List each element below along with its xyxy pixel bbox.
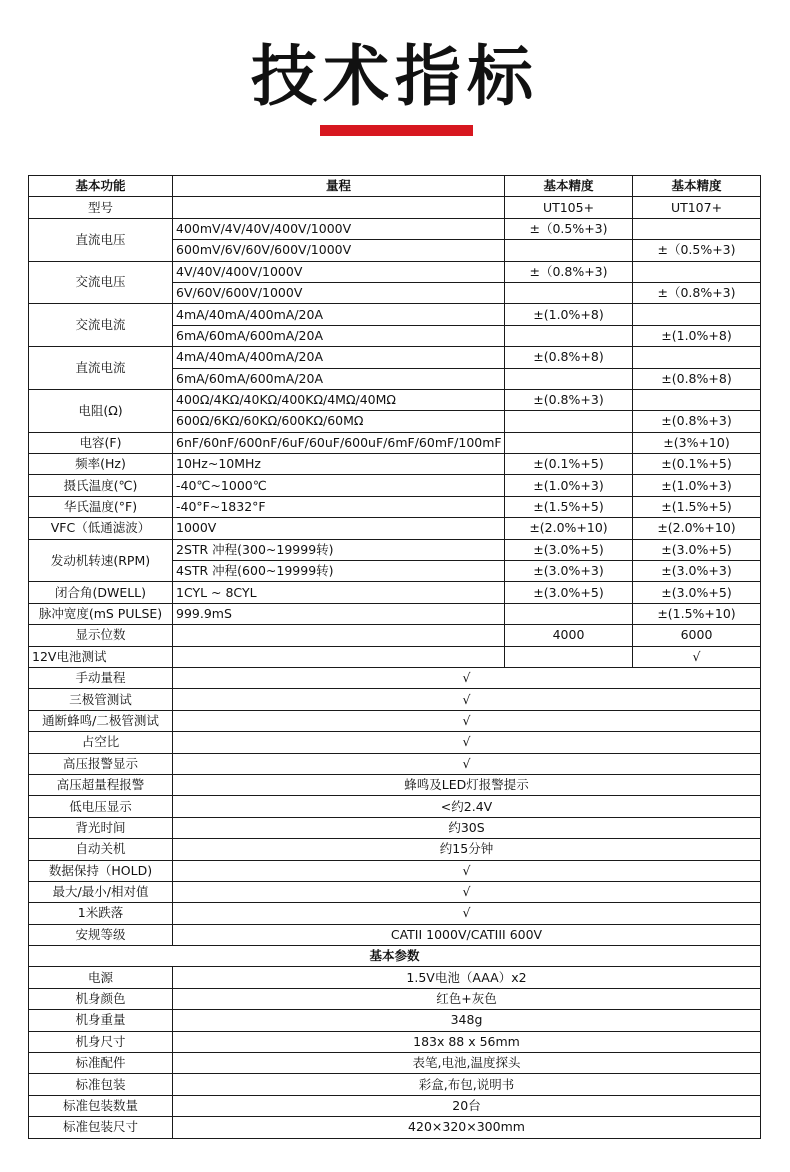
param-name-cell: 标准包装数量 xyxy=(29,1095,173,1116)
range-cell: 1CYL ~ 8CYL xyxy=(173,582,505,603)
accuracy-ut105-cell: ±(3.0%+5) xyxy=(505,539,633,560)
feature-row xyxy=(29,903,761,924)
range-cell: 6mA/60mA/600mA/20A xyxy=(173,368,505,389)
range-cell: 400mV/4V/40V/400V/1000V xyxy=(173,218,505,239)
feature-row xyxy=(29,753,761,774)
range-cell: 600Ω/6KΩ/60KΩ/600KΩ/60MΩ xyxy=(173,411,505,432)
value-cell xyxy=(505,646,633,667)
function-cell: 通断蜂鸣/二极管测试 xyxy=(29,710,173,731)
measure-row xyxy=(29,475,761,496)
function-cell: 1米跌落 xyxy=(29,903,173,924)
accuracy-ut107-cell: ±(1.0%+8) xyxy=(633,325,761,346)
function-cell: 直流电流 xyxy=(29,347,173,390)
spec-table xyxy=(28,175,761,1139)
param-row xyxy=(29,967,761,988)
accuracy-ut107-cell xyxy=(633,261,761,282)
param-row xyxy=(29,1053,761,1074)
range-cell: 1000V xyxy=(173,518,505,539)
header-cell: 基本精度 xyxy=(633,176,761,197)
feature-row xyxy=(29,881,761,902)
accuracy-ut105-cell: ±(3.0%+5) xyxy=(505,582,633,603)
feature-value-cell: <约2.4V xyxy=(173,796,761,817)
param-name-cell: 标准包装 xyxy=(29,1074,173,1095)
param-value-cell: 1.5V电池（AAA）x2 xyxy=(173,967,761,988)
feature-value-cell: √ xyxy=(173,860,761,881)
measure-row xyxy=(29,454,761,475)
value-cell xyxy=(173,625,505,646)
param-name-cell: 标准配件 xyxy=(29,1053,173,1074)
header-cell: 量程 xyxy=(173,176,505,197)
measure-row xyxy=(29,539,761,560)
function-cell: 脉冲宽度(mS PULSE) xyxy=(29,603,173,624)
feature-value-cell: √ xyxy=(173,689,761,710)
value-cell: UT107+ xyxy=(633,197,761,218)
param-value-cell: 彩盒,布包,说明书 xyxy=(173,1074,761,1095)
measure-row xyxy=(29,496,761,517)
feature-row xyxy=(29,689,761,710)
range-cell: -40℃~1000℃ xyxy=(173,475,505,496)
page-title: 技术指标 xyxy=(251,38,539,115)
model-row xyxy=(29,197,761,218)
param-name-cell: 标准包装尺寸 xyxy=(29,1117,173,1138)
accuracy-ut107-cell: ±(3.0%+3) xyxy=(633,561,761,582)
range-cell: -40°F~1832°F xyxy=(173,496,505,517)
accuracy-ut107-cell: ±(3.0%+5) xyxy=(633,582,761,603)
function-cell: 交流电压 xyxy=(29,261,173,304)
battery-test-row xyxy=(29,646,761,667)
feature-value-cell: √ xyxy=(173,881,761,902)
value-cell: √ xyxy=(633,646,761,667)
range-cell: 6V/60V/600V/1000V xyxy=(173,282,505,303)
param-value-cell: 420×320×300mm xyxy=(173,1117,761,1138)
function-cell: 华氏温度(°F) xyxy=(29,496,173,517)
param-name-cell: 机身重量 xyxy=(29,1010,173,1031)
feature-value-cell: √ xyxy=(173,753,761,774)
value-cell xyxy=(173,197,505,218)
function-cell: 闭合角(DWELL) xyxy=(29,582,173,603)
feature-row xyxy=(29,732,761,753)
param-row xyxy=(29,1010,761,1031)
param-name-cell: 机身颜色 xyxy=(29,988,173,1009)
accuracy-ut105-cell: ±(1.0%+8) xyxy=(505,304,633,325)
range-cell: 4mA/40mA/400mA/20A xyxy=(173,347,505,368)
range-cell: 600mV/6V/60V/600V/1000V xyxy=(173,240,505,261)
function-cell: 高压报警显示 xyxy=(29,753,173,774)
param-row xyxy=(29,1074,761,1095)
measure-row xyxy=(29,218,761,239)
measure-row xyxy=(29,582,761,603)
feature-row xyxy=(29,817,761,838)
feature-value-cell: 蜂鸣及LED灯报警提示 xyxy=(173,774,761,795)
accuracy-ut105-cell xyxy=(505,368,633,389)
function-cell: 背光时间 xyxy=(29,817,173,838)
function-cell: 手动量程 xyxy=(29,667,173,688)
param-name-cell: 机身尺寸 xyxy=(29,1031,173,1052)
header-cell: 基本精度 xyxy=(505,176,633,197)
range-cell: 10Hz~10MHz xyxy=(173,454,505,475)
accuracy-ut107-cell: ±（0.5%+3) xyxy=(633,240,761,261)
param-row xyxy=(29,1117,761,1138)
function-cell: 高压超量程报警 xyxy=(29,774,173,795)
feature-value-cell: √ xyxy=(173,732,761,753)
param-value-cell: 348g xyxy=(173,1010,761,1031)
function-cell: 占空比 xyxy=(29,732,173,753)
range-cell: 6mA/60mA/600mA/20A xyxy=(173,325,505,346)
accuracy-ut107-cell xyxy=(633,304,761,325)
accuracy-ut107-cell: ±(1.5%+10) xyxy=(633,603,761,624)
function-cell: 12V电池测试 xyxy=(29,646,173,667)
param-value-cell: 20台 xyxy=(173,1095,761,1116)
accuracy-ut105-cell: ±(1.0%+3) xyxy=(505,475,633,496)
feature-row xyxy=(29,796,761,817)
accuracy-ut105-cell: ±(3.0%+3) xyxy=(505,561,633,582)
feature-row xyxy=(29,710,761,731)
accuracy-ut105-cell xyxy=(505,325,633,346)
function-cell: 发动机转速(RPM) xyxy=(29,539,173,582)
function-cell: 交流电流 xyxy=(29,304,173,347)
header-cell: 基本功能 xyxy=(29,176,173,197)
feature-row xyxy=(29,924,761,945)
function-cell: 低电压显示 xyxy=(29,796,173,817)
value-cell: UT105+ xyxy=(505,197,633,218)
accuracy-ut107-cell: ±(1.5%+5) xyxy=(633,496,761,517)
accuracy-ut105-cell: ±(0.8%+3) xyxy=(505,389,633,410)
function-cell: 最大/最小/相对值 xyxy=(29,881,173,902)
range-cell: 2STR 冲程(300~19999转) xyxy=(173,539,505,560)
function-cell: 安规等级 xyxy=(29,924,173,945)
function-cell: 三极管测试 xyxy=(29,689,173,710)
range-cell: 6nF/60nF/600nF/6uF/60uF/600uF/6mF/60mF/100mF xyxy=(173,432,505,453)
accuracy-ut105-cell xyxy=(505,240,633,261)
accuracy-ut107-cell: ±(0.8%+8) xyxy=(633,368,761,389)
title-accent-bar xyxy=(320,125,473,136)
function-cell: 电容(F) xyxy=(29,432,173,453)
display-digits-row xyxy=(29,625,761,646)
param-name-cell: 电源 xyxy=(29,967,173,988)
feature-row xyxy=(29,839,761,860)
measure-row xyxy=(29,261,761,282)
section-title: 基本参数 xyxy=(29,946,761,967)
accuracy-ut105-cell: ±(0.8%+8) xyxy=(505,347,633,368)
accuracy-ut105-cell: ±(1.5%+5) xyxy=(505,496,633,517)
accuracy-ut107-cell: ±(0.1%+5) xyxy=(633,454,761,475)
feature-value-cell: √ xyxy=(173,710,761,731)
measure-row xyxy=(29,304,761,325)
feature-row xyxy=(29,860,761,881)
value-cell xyxy=(173,646,505,667)
accuracy-ut107-cell xyxy=(633,389,761,410)
accuracy-ut107-cell: ±(2.0%+10) xyxy=(633,518,761,539)
function-cell: 数据保持（HOLD) xyxy=(29,860,173,881)
accuracy-ut105-cell xyxy=(505,411,633,432)
range-cell: 4mA/40mA/400mA/20A xyxy=(173,304,505,325)
table-header-row xyxy=(29,176,761,197)
param-value-cell: 183x 88 x 56mm xyxy=(173,1031,761,1052)
function-cell: 摄氏温度(℃) xyxy=(29,475,173,496)
accuracy-ut105-cell xyxy=(505,432,633,453)
feature-value-cell: CATII 1000V/CATIII 600V xyxy=(173,924,761,945)
feature-value-cell: 约30S xyxy=(173,817,761,838)
measure-row xyxy=(29,347,761,368)
accuracy-ut105-cell xyxy=(505,603,633,624)
measure-row xyxy=(29,518,761,539)
accuracy-ut107-cell xyxy=(633,218,761,239)
accuracy-ut105-cell xyxy=(505,282,633,303)
measure-row xyxy=(29,603,761,624)
function-cell: 频率(Hz) xyxy=(29,454,173,475)
param-value-cell: 红色+灰色 xyxy=(173,988,761,1009)
section-title-row xyxy=(29,946,761,967)
range-cell: 4V/40V/400V/1000V xyxy=(173,261,505,282)
param-row xyxy=(29,1031,761,1052)
accuracy-ut105-cell: ±（0.8%+3) xyxy=(505,261,633,282)
accuracy-ut107-cell: ±(3.0%+5) xyxy=(633,539,761,560)
feature-row xyxy=(29,667,761,688)
range-cell: 400Ω/4KΩ/40KΩ/400KΩ/4MΩ/40MΩ xyxy=(173,389,505,410)
function-cell: 自动关机 xyxy=(29,839,173,860)
function-cell: VFC（低通滤波） xyxy=(29,518,173,539)
param-row xyxy=(29,1095,761,1116)
function-cell: 电阻(Ω) xyxy=(29,389,173,432)
param-row xyxy=(29,988,761,1009)
accuracy-ut107-cell: ±（0.8%+3) xyxy=(633,282,761,303)
range-cell: 999.9mS xyxy=(173,603,505,624)
accuracy-ut107-cell: ±(0.8%+3) xyxy=(633,411,761,432)
accuracy-ut107-cell: ±(3%+10) xyxy=(633,432,761,453)
param-value-cell: 表笔,电池,温度探头 xyxy=(173,1053,761,1074)
range-cell: 4STR 冲程(600~19999转) xyxy=(173,561,505,582)
measure-row xyxy=(29,389,761,410)
accuracy-ut105-cell: ±(2.0%+10) xyxy=(505,518,633,539)
accuracy-ut107-cell xyxy=(633,347,761,368)
value-cell: 4000 xyxy=(505,625,633,646)
function-cell: 型号 xyxy=(29,197,173,218)
accuracy-ut105-cell: ±（0.5%+3) xyxy=(505,218,633,239)
function-cell: 显示位数 xyxy=(29,625,173,646)
feature-value-cell: √ xyxy=(173,667,761,688)
feature-value-cell: 约15分钟 xyxy=(173,839,761,860)
feature-value-cell: √ xyxy=(173,903,761,924)
measure-row xyxy=(29,432,761,453)
accuracy-ut105-cell: ±(0.1%+5) xyxy=(505,454,633,475)
function-cell: 直流电压 xyxy=(29,218,173,261)
accuracy-ut107-cell: ±(1.0%+3) xyxy=(633,475,761,496)
feature-row xyxy=(29,774,761,795)
value-cell: 6000 xyxy=(633,625,761,646)
